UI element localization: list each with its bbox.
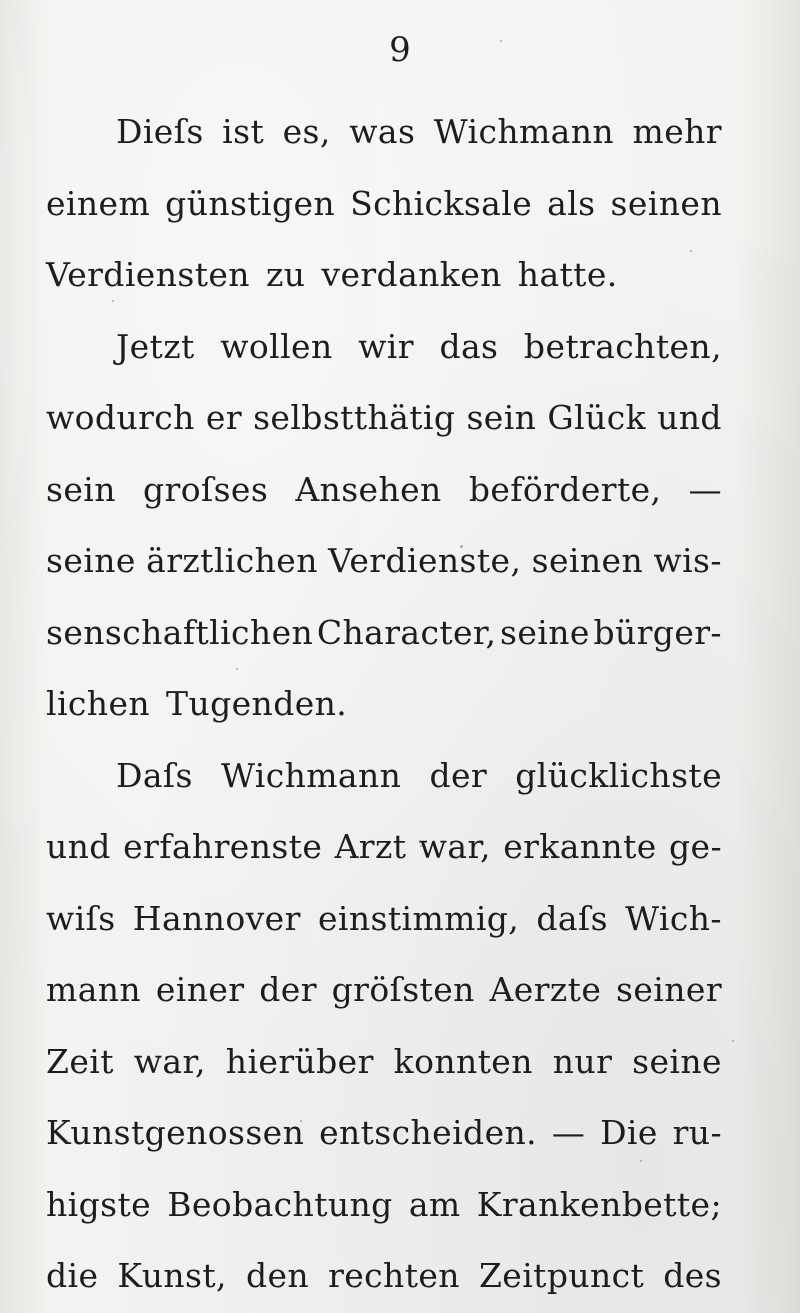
word: ge- [668,827,722,866]
word: seine [46,541,136,580]
word: gröſsten [331,970,475,1009]
word: entscheiden. [319,1113,538,1152]
text-line [46,454,722,526]
paper-speck [80,1280,82,1282]
word: günstigen [165,183,336,223]
word: verdanken [321,255,502,294]
word: wis- [653,541,722,580]
text-line [46,311,722,383]
word: seiner [616,970,722,1009]
text-line [46,1240,722,1312]
word: zu [265,255,306,294]
word: wiſs [46,898,116,938]
word: einem [46,183,151,223]
word: wodurch [46,398,195,437]
word: higste [46,1184,152,1224]
word: war, [418,827,491,866]
paper-speck [500,40,502,42]
word: Ansehen [295,469,442,509]
paper-speck [460,545,463,548]
word: ist [222,112,265,151]
word: beförderte, [468,469,662,509]
text-line [46,1097,722,1169]
word: groſses [143,469,269,509]
word: daſs [536,898,608,938]
word: Glück [547,398,647,437]
word: am [408,1184,461,1224]
word: als [547,183,596,223]
word: wir [358,326,414,366]
word: seinen [531,541,644,580]
word: Character, [316,612,497,652]
word: Jetzt [116,326,195,366]
word: bürger- [593,612,722,652]
text-line [46,597,722,669]
word: der [429,755,488,795]
word: einer [155,970,245,1009]
text-line [46,525,722,597]
word: Arzt [334,827,407,866]
word: ru- [672,1113,722,1152]
word: was [349,112,416,151]
word: Dieſs [116,112,204,151]
word: war, [133,1041,206,1081]
word: Die [600,1113,658,1152]
word: hierüber [225,1041,374,1081]
text-line [46,883,722,955]
page-number: 9 [389,30,411,70]
word: Tugenden. [166,684,348,723]
word: nur [552,1041,613,1081]
word: und [46,827,111,866]
word: wollen [220,326,333,366]
text-line [46,1169,722,1241]
paper-speck [112,300,114,302]
word: und [657,398,722,437]
word: senschaftlichen [46,612,314,652]
word: einstimmig, [317,898,520,938]
word: mann [46,970,142,1009]
word: sein [466,398,537,437]
word: Verdiensten [46,255,250,294]
word: — [688,469,722,509]
word: es, [282,112,331,151]
body-text [46,96,722,1312]
word: Hannover [132,898,301,938]
word: mehr [632,112,722,151]
word: konnten [393,1041,533,1081]
word: der [259,970,317,1009]
word: ärztlichen [146,541,318,580]
word: seine [500,612,590,652]
word: lichen [46,684,151,723]
word: rechten [328,1256,460,1295]
word: Kunstgenossen [46,1113,305,1152]
word: das [439,326,499,366]
word: glücklichste [515,755,722,795]
word: er [205,398,242,437]
word: Beobachtung [167,1184,393,1224]
word: — [551,1113,586,1152]
text-line [46,1026,722,1098]
word: betrachten, [523,326,722,366]
word: Daſs [116,755,193,795]
paper-speck [300,1120,302,1122]
word: seine [632,1041,722,1081]
text-line [46,96,722,168]
word: seinen [610,183,722,223]
text-line [46,382,722,454]
word: Wichmann [433,112,615,151]
paper-speck [236,668,238,670]
paper-speck [690,250,692,252]
word: Schicksale [350,183,533,223]
word: Krankenbette; [476,1184,722,1224]
word: Wich- [625,898,722,938]
paper-speck [420,845,422,847]
word: den [245,1256,310,1295]
word: hatte. [517,255,618,294]
word: Kunst, [117,1256,227,1295]
word: sein [46,469,116,509]
word: erfahrenste [123,827,323,866]
word: Wichmann [221,755,402,795]
word: die [46,1256,99,1295]
text-line [46,740,722,812]
text-line [46,668,722,740]
word: selbstthätig [253,398,456,437]
word: Zeit [46,1041,114,1081]
word: Aerzte [489,970,602,1009]
text-line [46,168,722,240]
word: erkannte [503,827,657,866]
word: Zeitpunct [478,1256,645,1295]
paper-speck [732,1040,734,1042]
text-line [46,954,722,1026]
text-line [46,239,722,311]
word: des [663,1256,722,1295]
word: Verdienste, [328,541,522,580]
paper-speck [640,1160,642,1162]
text-line [46,811,722,883]
